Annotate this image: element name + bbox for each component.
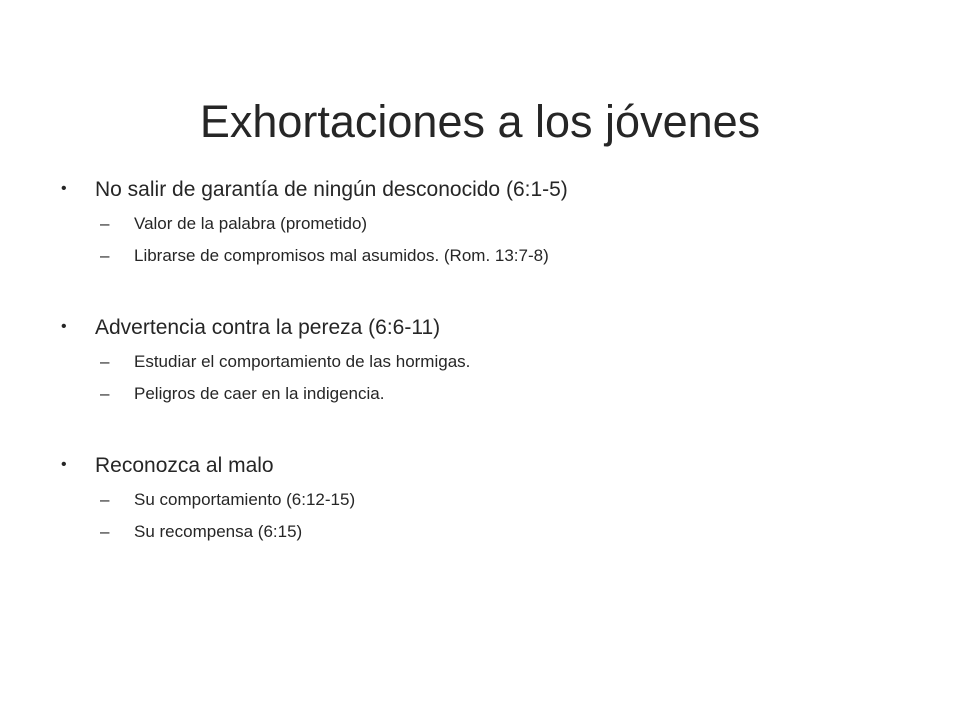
dash-marker: – [100, 214, 110, 233]
dash-marker: – [100, 246, 110, 265]
bullet-row [58, 310, 918, 346]
dash-marker: – [100, 352, 110, 371]
slide-title: Exhortaciones a los jóvenes [199, 96, 761, 147]
sub-list [58, 484, 918, 548]
sub-item-text: Estudiar el comportamiento de las hormigas. [134, 352, 471, 371]
sub-item-text: Su comportamiento (6:12-15) [134, 490, 356, 509]
dash-marker: – [100, 384, 110, 403]
bullet-item [58, 310, 918, 410]
spacer [58, 410, 918, 448]
bullet-item [58, 172, 918, 272]
sub-item [58, 346, 918, 378]
bullet-marker: • [61, 180, 67, 197]
sub-item-text: Valor de la palabra (prometido) [134, 214, 368, 233]
bullet-text: Advertencia contra la pereza (6:6-11) [95, 316, 441, 339]
sub-item [58, 484, 918, 516]
sub-item-text: Peligros de caer en la indigencia. [134, 384, 385, 403]
dash-marker: – [100, 490, 110, 509]
bullet-marker: • [61, 318, 67, 335]
spacer [58, 272, 918, 310]
sub-item [58, 208, 918, 240]
bullet-marker: • [61, 456, 67, 473]
bullet-row [58, 448, 918, 484]
sub-list [58, 346, 918, 410]
dash-marker: – [100, 522, 110, 541]
bullet-text: Reconozca al malo [95, 454, 274, 477]
bullet-item [58, 448, 918, 548]
sub-item [58, 516, 918, 548]
bullet-list [58, 172, 918, 548]
sub-item [58, 240, 918, 272]
sub-list [58, 208, 918, 272]
sub-item-text: Librarse de compromisos mal asumidos. (Rom. 13:7-8) [134, 246, 549, 265]
sub-item [58, 378, 918, 410]
bullet-row [58, 172, 918, 208]
sub-item-text: Su recompensa (6:15) [134, 522, 303, 541]
bullet-text: No salir de garantía de ningún desconocido (6:1-5) [95, 178, 568, 201]
